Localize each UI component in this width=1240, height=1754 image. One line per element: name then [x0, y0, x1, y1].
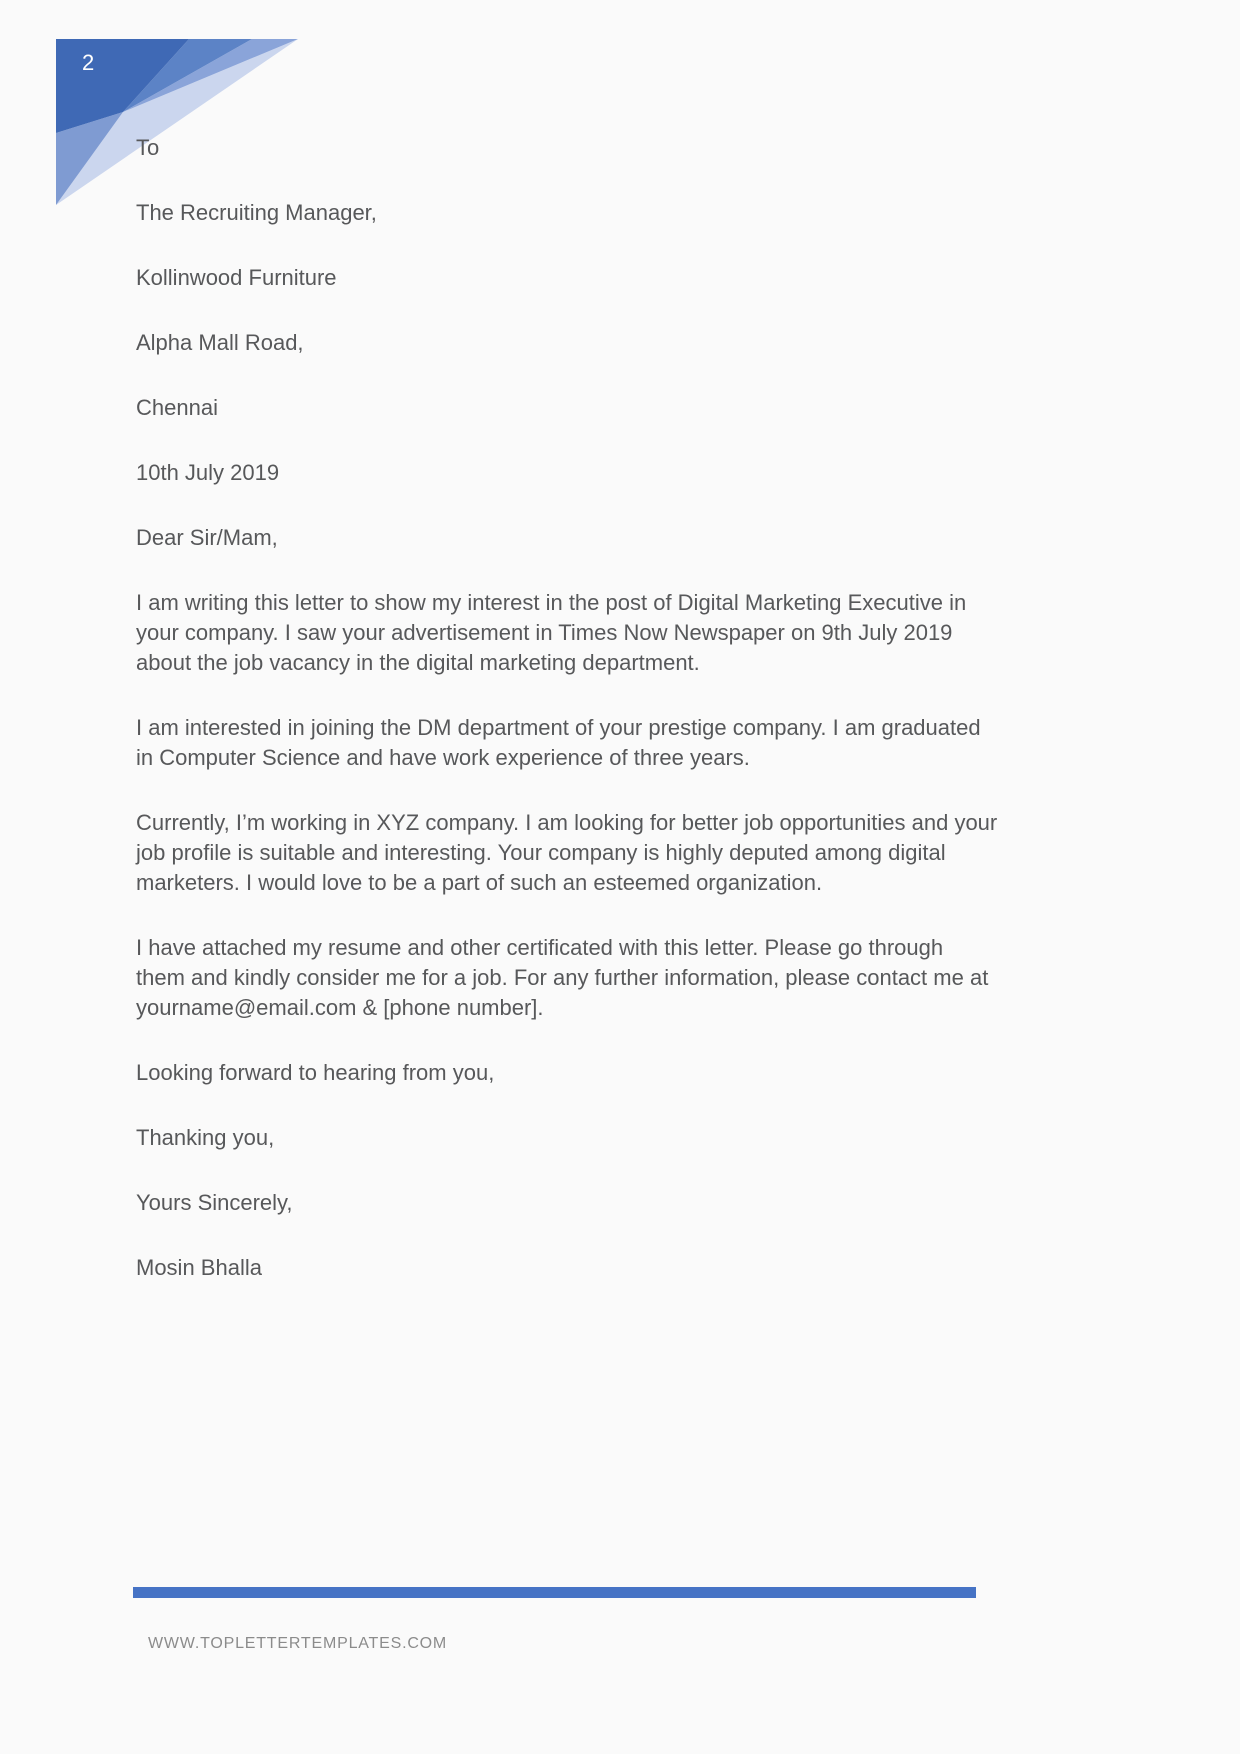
footer-divider-bar [133, 1587, 976, 1598]
body-paragraph-3: Currently, I’m working in XYZ company. I am looking for better job opportunities and your job profile is suitable and interesting. Your company is highly deputed among digital marketers. I would love to be a part of such an esteemed organization. [136, 810, 998, 895]
thanks-line: Thanking you, [136, 1125, 275, 1150]
signoff: Yours Sincerely, [136, 1190, 293, 1215]
address-line: Alpha Mall Road, [136, 330, 304, 355]
body-paragraph-1: I am writing this letter to show my interest in the post of Digital Marketing Executive in your company. I saw your advertisement in Times Now Newspaper on 9th July 2019 about the job vacancy in the digital marketing department. [136, 590, 967, 675]
letter-date: 10th July 2019 [136, 460, 280, 485]
salutation-to: To [136, 135, 160, 160]
body-paragraph-2: I am interested in joining the DM department of your prestige company. I am graduated in Computer Science and have work experience of three years. [136, 715, 981, 770]
signature-name: Mosin Bhalla [136, 1255, 262, 1280]
closing-line: Looking forward to hearing from you, [136, 1060, 495, 1085]
recipient-title: The Recruiting Manager, [136, 200, 377, 225]
footer-website-text: WWW.TOPLETTERTEMPLATES.COM [148, 1635, 448, 1652]
city: Chennai [136, 395, 218, 420]
company-name: Kollinwood Furniture [136, 265, 337, 290]
letter-body [136, 133, 998, 1318]
page-number: 2 [82, 50, 95, 75]
body-paragraph-4: I have attached my resume and other certificated with this letter. Please go through them and kindly consider me for a job. For any further information, please contact me at yourname@email.com & [phone number]. [136, 935, 989, 1020]
greeting: Dear Sir/Mam, [136, 525, 278, 550]
